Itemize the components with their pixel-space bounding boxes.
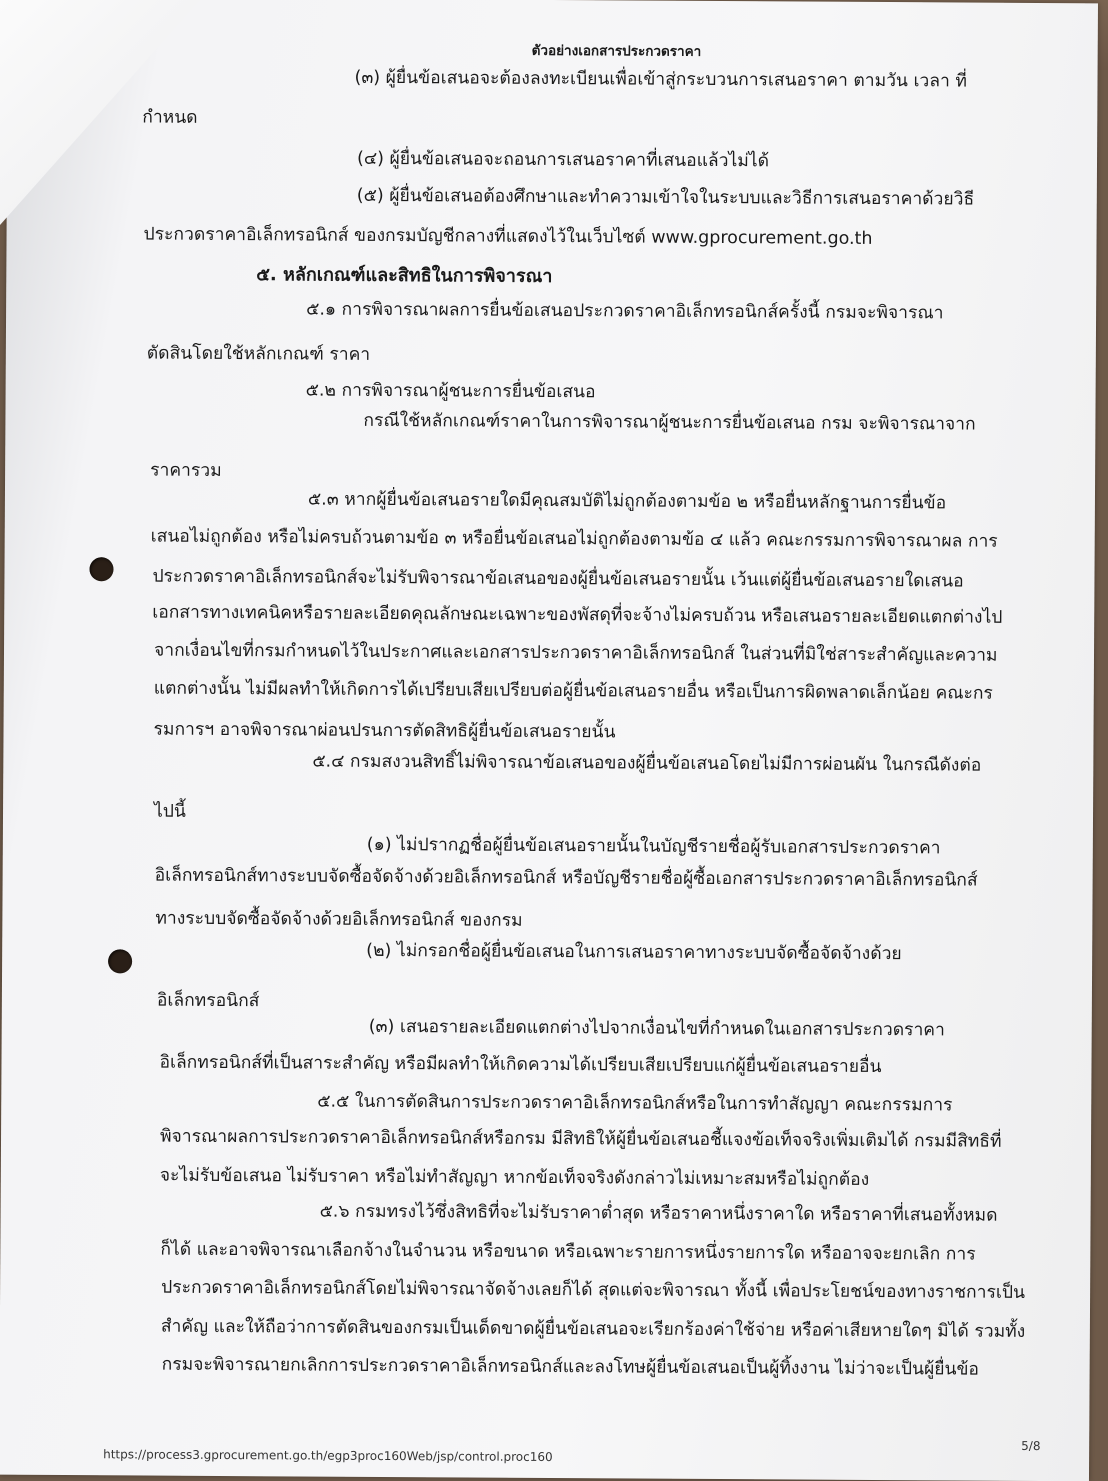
text-line: ๕.๑ การพิจารณาผลการยื่นข้อเสนอประกวดราคาอิเล็กทรอนิกส์ครั้งนี้ กรมจะพิจารณา [306, 299, 944, 324]
text-line: (๔) ผู้ยื่นข้อเสนอจะถอนการเสนอราคาที่เสนอแล้วไม่ได้ [356, 148, 770, 172]
text-line: ๕.๖ กรมทรงไว้ซึ่งสิทธิที่จะไม่รับราคาต่ำสุด หรือราคาหนึ่งราคาใด หรือราคาที่เสนอทั้งหมด [319, 1201, 998, 1226]
text-line: อิเล็กทรอนิกส์ที่เป็นสาระสำคัญ หรือมีผลทำให้เกิดความได้เปรียบเสียเปรียบแก่ผู้ยื่นข้อเสนอรายอื่น [159, 1052, 882, 1078]
document-header: ตัวอย่างเอกสารประกวดราคา [531, 42, 702, 60]
text-line: ตัดสินโดยใช้หลักเกณฑ์ ราคา [146, 343, 371, 365]
text-line: จะไม่รับข้อเสนอ ไม่รับราคา หรือไม่ทำสัญญา หากข้อเท็จจริงดังกล่าวไม่เหมาะสมหรือไม่ถูกต้อง [159, 1165, 870, 1190]
text-line: ราคารวม [150, 460, 222, 481]
text-line: (๑) ไม่ปรากฏชื่อผู้ยื่นข้อเสนอรายนั้นในบัญชีรายชื่อผู้รับเอกสารประกวดราคา [366, 834, 941, 859]
text-line: (๓) ผู้ยื่นข้อเสนอจะต้องลงทะเบียนเพื่อเข้าสู่กระบวนการเสนอราคา ตามวัน เวลา ที่ [354, 67, 968, 92]
text-line: พิจารณาผลการประกวดราคาอิเล็กทรอนิกส์หรือกรม มีสิทธิให้ผู้ยื่นข้อเสนอชี้แจงข้อเท็จจริงเพิ่มเติมได้ กรมมีสิทธิที่ [159, 1126, 1002, 1152]
text-line: แตกต่างนั้น ไม่มีผลทำให้เกิดการได้เปรียบเสียเปรียบต่อผู้ยื่นข้อเสนอรายอื่น หรือเป็นการผิดพลาดเล็กน้อย คณะกร [153, 678, 993, 704]
text-line: รมการฯ อาจพิจารณาผ่อนปรนการตัดสิทธิผู้ยื่นข้อเสนอรายนั้น [153, 719, 616, 743]
text-line: ประกวดราคาอิเล็กทรอนิกส์จะไม่รับพิจารณาข้อเสนอของผู้ยื่นข้อเสนอรายนั้น เว้นแต่ผู้ยื่นข้อเสนอรายใดเสนอ [152, 566, 964, 592]
text-line: ๕.๕ ในการตัดสินการประกวดราคาอิเล็กทรอนิกส์หรือในการทำสัญญา คณะกรรมการ [317, 1091, 953, 1116]
text-line: กำหนด [142, 107, 198, 128]
text-line: ไปนี้ [153, 801, 186, 822]
punch-hole [108, 949, 132, 973]
text-line: กรมจะพิจารณายกเลิกการประกวดราคาอิเล็กทรอนิกส์และลงโทษผู้ยื่นข้อเสนอเป็นผู้ทิ้งงาน ไม่ว่าจะเป็นผู้ยื่นข้อ [161, 1354, 980, 1380]
page-number: 5/8 [1021, 1438, 1041, 1454]
text-line: กรณีใช้หลักเกณฑ์ราคาในการพิจารณาผู้ชนะการยื่นข้อเสนอ กรม จะพิจารณาจาก [363, 410, 976, 435]
text-line: ๕.๔ กรมสงวนสิทธิ์ไม่พิจารณาข้อเสนอของผู้ยื่นข้อเสนอโดยไม่มีการผ่อนผัน ในกรณีดังต่อ [312, 751, 982, 776]
text-line: ๕.๓ หากผู้ยื่นข้อเสนอรายใดมีคุณสมบัติไม่ถูกต้องตามข้อ ๒ หรือยื่นหลักฐานการยื่นข้อ [307, 489, 947, 514]
text-line: (๒) ไม่กรอกชื่อผู้ยื่นข้อเสนอในการเสนอราคาทางระบบจัดซื้อจัดจ้างด้วย [366, 940, 902, 965]
text-line: ประกวดราคาอิเล็กทรอนิกส์โดยไม่พิจารณาจัดจ้างเลยก็ได้ สุดแต่จะพิจารณา ทั้งนี้ เพื่อประโยชน์ของทางราชการเป็น [161, 1277, 1026, 1303]
text-line: ประกวดราคาอิเล็กทรอนิกส์ ของกรมบัญชีกลางที่แสดงไว้ในเว็บไซต์ www.gprocurement.go.th [143, 224, 873, 249]
text-line: ทางระบบจัดซื้อจัดจ้างด้วยอิเล็กทรอนิกส์ ของกรม [155, 908, 523, 931]
text-line: อิเล็กทรอนิกส์ [156, 990, 260, 1012]
text-line: (๕) ผู้ยื่นข้อเสนอต้องศึกษาและทำความเข้าใจในระบบและวิธีการเสนอราคาด้วยวิธี [356, 185, 975, 210]
text-line: ก็ได้ และอาจพิจารณาเลือกจ้างในจำนวน หรือขนาด หรือเฉพาะรายการหนึ่งรายการใด หรืออาจจะยกเลิก การ [160, 1239, 976, 1265]
text-line: เสนอไม่ถูกต้อง หรือไม่ครบถ้วนตามข้อ ๓ หรือยื่นข้อเสนอไม่ถูกต้องตามข้อ ๔ แล้ว คณะกรรมการพิจารณาผล การ [150, 526, 998, 552]
text-line: (๓) เสนอรายละเอียดแตกต่างไปจากเงื่อนไขที่กำหนดในเอกสารประกวดราคา [368, 1016, 945, 1041]
text-line: ๕.๒ การพิจารณาผู้ชนะการยื่นข้อเสนอ [305, 380, 596, 403]
text-line: ๕. หลักเกณฑ์และสิทธิในการพิจารณา [256, 264, 553, 288]
punch-hole [89, 557, 113, 581]
text-line: สำคัญ และให้ถือว่าการตัดสินของกรมเป็นเด็ดขาดผู้ยื่นข้อเสนอจะเรียกร้องค่าใช้จ่าย หรือค่าเสียหายใดๆ มิได้ รวมทั้ง [160, 1316, 1026, 1342]
text-line: จากเงื่อนไขที่กรมกำหนดไว้ในประกาศและเอกสารประกวดราคาอิเล็กทรอนิกส์ ในส่วนที่มิใช่สาระสำคัญและความ [153, 640, 998, 666]
text-line: อิเล็กทรอนิกส์ทางระบบจัดซื้อจัดจ้างด้วยอิเล็กทรอนิกส์ หรือบัญชีรายชื่อผู้ซื้อเอกสารประกวดราคาอิเล็กทรอนิกส์ [154, 865, 978, 891]
text-line: เอกสารทางเทคนิคหรือรายละเอียดคุณลักษณะเฉพาะของพัสดุที่จะจ้างไม่ครบถ้วน หรือเสนอรายละเอียดแตกต่างไป [152, 602, 1003, 628]
footer-url: https://process3.gprocurement.go.th/egp3proc160Web/jsp/control.proc160 [103, 1447, 553, 1465]
